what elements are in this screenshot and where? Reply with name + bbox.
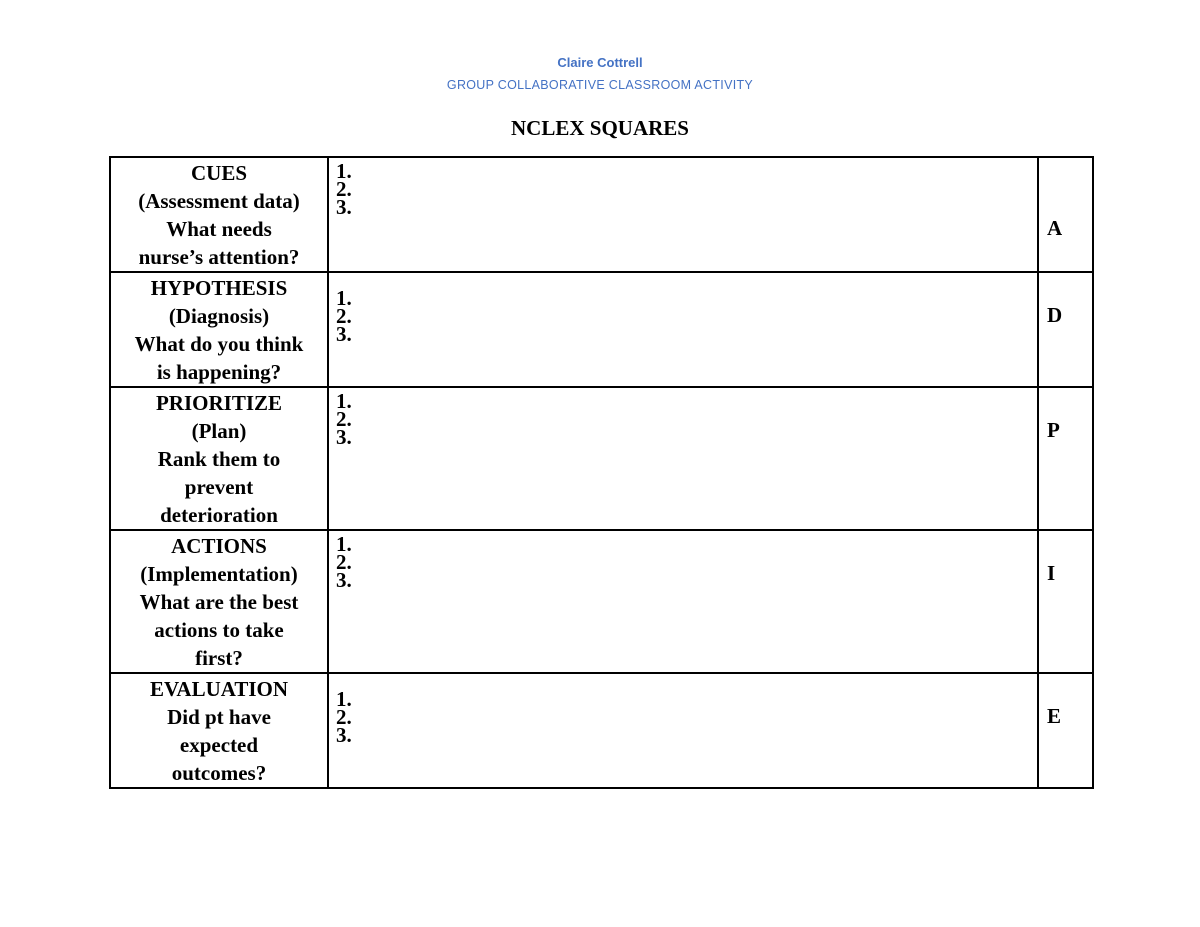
row-question: Rank them to <box>157 447 281 471</box>
row-question: What do you think <box>134 332 304 356</box>
table-row-hypothesis <box>110 272 1093 387</box>
letter-cell-hypothesis <box>1038 272 1093 387</box>
table-row-actions <box>110 530 1093 673</box>
mnemonic-letter: I <box>1047 561 1056 585</box>
row-question: What are the best <box>139 590 299 614</box>
list-item: 1. <box>336 286 352 310</box>
list-item: 2. <box>336 705 352 729</box>
answer-cell-hypothesis[interactable] <box>328 272 1038 387</box>
table-row-prioritize <box>110 387 1093 530</box>
letter-cell-cues <box>1038 157 1093 272</box>
list-item: 2. <box>336 304 352 328</box>
answer-cell-cues[interactable] <box>328 157 1038 272</box>
mnemonic-letter: P <box>1047 418 1060 442</box>
row-question: deterioration <box>160 503 278 527</box>
row-subheading: (Plan) <box>191 419 247 443</box>
mnemonic-letter: E <box>1047 704 1062 728</box>
row-question: outcomes? <box>171 761 267 785</box>
list-item: 3. <box>336 322 352 346</box>
list-item: 3. <box>336 195 352 219</box>
row-heading: EVALUATION <box>149 677 289 701</box>
row-question: is happening? <box>156 360 282 384</box>
row-question: expected <box>179 733 259 757</box>
table-row-evaluation <box>110 673 1093 788</box>
list-item: 1. <box>336 389 352 413</box>
letter-cell-prioritize <box>1038 387 1093 530</box>
list-item: 3. <box>336 723 352 747</box>
mnemonic-letter: D <box>1047 303 1063 327</box>
list-item: 3. <box>336 425 352 449</box>
author-name: Claire Cottrell <box>557 55 643 70</box>
row-question: prevent <box>184 475 254 499</box>
list-item: 2. <box>336 407 352 431</box>
row-question: first? <box>195 646 243 670</box>
list-item: 1. <box>336 532 352 556</box>
table-row-cues <box>110 157 1093 272</box>
row-question: What needs <box>166 217 272 241</box>
label-cell-hypothesis <box>110 272 328 387</box>
row-heading: ACTIONS <box>171 534 267 558</box>
answer-cell-prioritize[interactable] <box>328 387 1038 530</box>
list-item: 2. <box>336 177 352 201</box>
row-question: actions to take <box>154 618 284 642</box>
nclex-squares-table <box>109 156 1094 789</box>
row-question: Did pt have <box>167 705 271 729</box>
label-cell-prioritize <box>110 387 328 530</box>
mnemonic-letter: A <box>1047 216 1063 240</box>
row-subheading: (Implementation) <box>140 562 298 586</box>
row-subheading: (Assessment data) <box>138 189 300 213</box>
row-heading: PRIORITIZE <box>155 391 283 415</box>
row-question: nurse’s attention? <box>138 245 300 269</box>
row-heading: CUES <box>190 161 248 185</box>
row-heading: HYPOTHESIS <box>150 276 288 300</box>
list-item: 2. <box>336 550 352 574</box>
letter-cell-actions <box>1038 530 1093 673</box>
activity-subtitle: GROUP COLLABORATIVE CLASSROOM ACTIVITY <box>446 78 754 92</box>
answer-cell-actions[interactable] <box>328 530 1038 673</box>
list-item: 1. <box>336 687 352 711</box>
letter-cell-evaluation <box>1038 673 1093 788</box>
page-title: NCLEX SQUARES <box>511 116 689 140</box>
list-item: 1. <box>336 159 352 183</box>
label-cell-cues <box>110 157 328 272</box>
label-cell-actions <box>110 530 328 673</box>
label-cell-evaluation <box>110 673 328 788</box>
answer-cell-evaluation[interactable] <box>328 673 1038 788</box>
list-item: 3. <box>336 568 352 592</box>
row-subheading: (Diagnosis) <box>168 304 270 328</box>
